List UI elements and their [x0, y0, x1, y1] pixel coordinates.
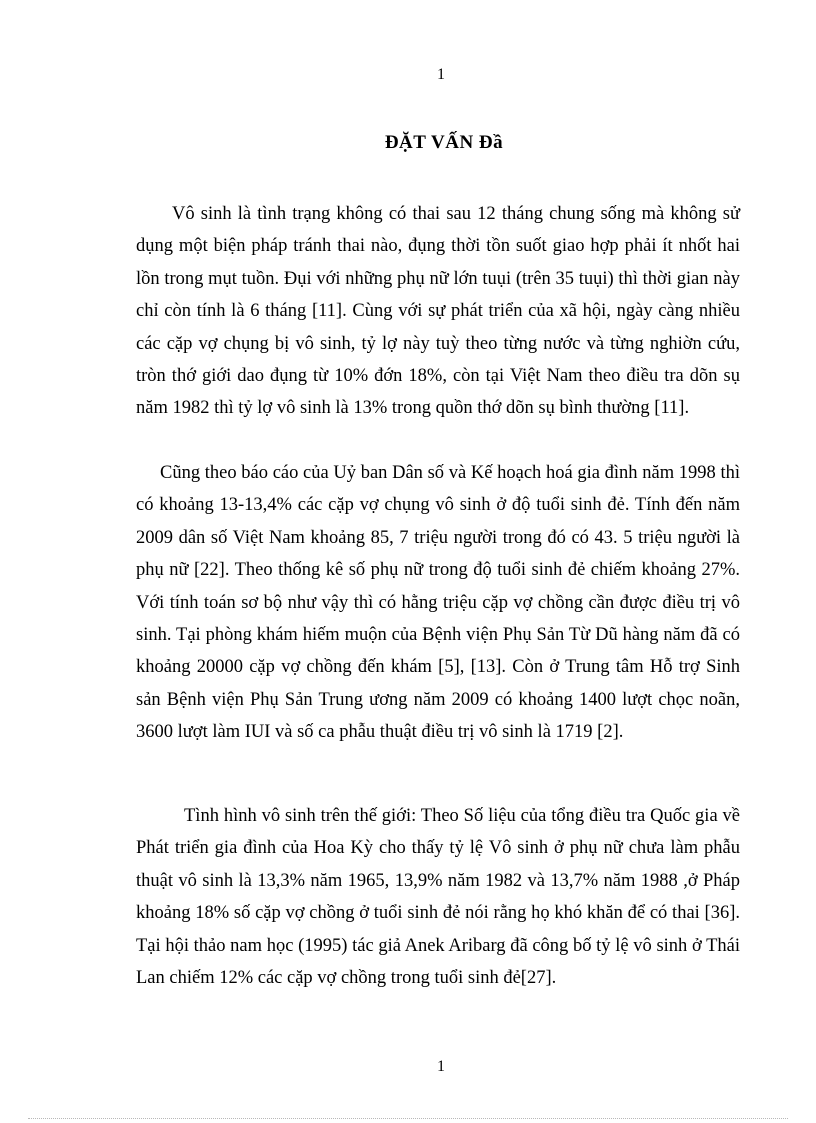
paragraph-world-situation: Tình hình vô sinh trên thế giới: Theo Số liệu của tổng điều tra Quốc gia về Phát triển gia đình của Hoa Kỳ cho thấy tỷ lệ Vô sinh ở phụ nữ chưa làm phẫu thuật vô sinh là 13,3% năm 1965, 13,9% năm 1982 và 13,7% năm 1988 ,ở Pháp khoảng 18% số cặp vợ chồng ở tuổi sinh đẻ nói rằng họ khó khăn để có thai [36]. Tại hội thảo nam học (1995) tác giả Anek Aribarg đã công bố tỷ lệ vô sinh ở Thái Lan chiếm 12% các cặp vợ chồng trong tuổi sinh đẻ[27].: [136, 806, 740, 989]
page-number-bottom: 1: [437, 1058, 445, 1075]
page-number-top: 1: [437, 66, 445, 83]
body-paragraph-block: [136, 457, 740, 749]
paragraph-infertility-definition: Vô sinh là tình trạng không có thai sau 12 tháng chung sống mà không sử dụng một biện pháp tránh thai nào, đụng thời tồn suốt giao hợp phải ít nhốt hai lồn trong mụt tuồn. Đụi với những phụ nữ lớn tuụi (trên 35 tuụi) thì thời gian này chỉ còn tính là 6 tháng [11]. Cùng với sự phát triển của xã hội, ngày càng nhiều các cặp vợ chụng bị vô sinh, tỷ lợ này tuỳ theo từng nước và từng nghiờn cứu, tròn thớ giới dao đụng từ 10% đớn 18%, còn tại Việt Nam theo điều tra dõn sụ năm 1982 thì tỷ lợ vô sinh là 13% trong quồn thớ dõn sụ bình thường [11].: [136, 204, 740, 419]
paragraph-vietnam-statistics: Cũng theo báo cáo của Uỷ ban Dân số và Kế hoạch hoá gia đình năm 1998 thì có khoảng 13-13,4% các cặp vợ chụng vô sinh ở độ tuổi sinh đẻ. Tính đến năm 2009 dân số Việt Nam khoảng 85, 7 triệu người trong đó có 43. 5 triệu người là phụ nữ [22]. Theo thống kê số phụ nữ trong độ tuổi sinh đẻ chiếm khoảng 27%. Với tính toán sơ bộ như vậy thì có hằng triệu cặp vợ chồng cần được điều trị vô sinh. Tại phòng khám hiếm muộn của Bệnh viện Phụ Sản Từ Dũ hàng năm đã có khoảng 20000 cặp vợ chồng đến khám [5], [13]. Còn ở Trung tâm Hỗ trợ Sinh sản Bệnh viện Phụ Sản Trung ương năm 2009 có khoảng 1400 lượt chọc noãn, 3600 lượt làm IUI và số ca phẫu thuật điều trị vô sinh là 1719 [2].: [136, 463, 740, 743]
body-paragraph-block: [136, 800, 740, 994]
page-break-divider: [28, 1118, 788, 1119]
document-title: ĐẶT VẤN Đầ: [384, 132, 504, 153]
body-paragraph-block: [136, 198, 740, 425]
